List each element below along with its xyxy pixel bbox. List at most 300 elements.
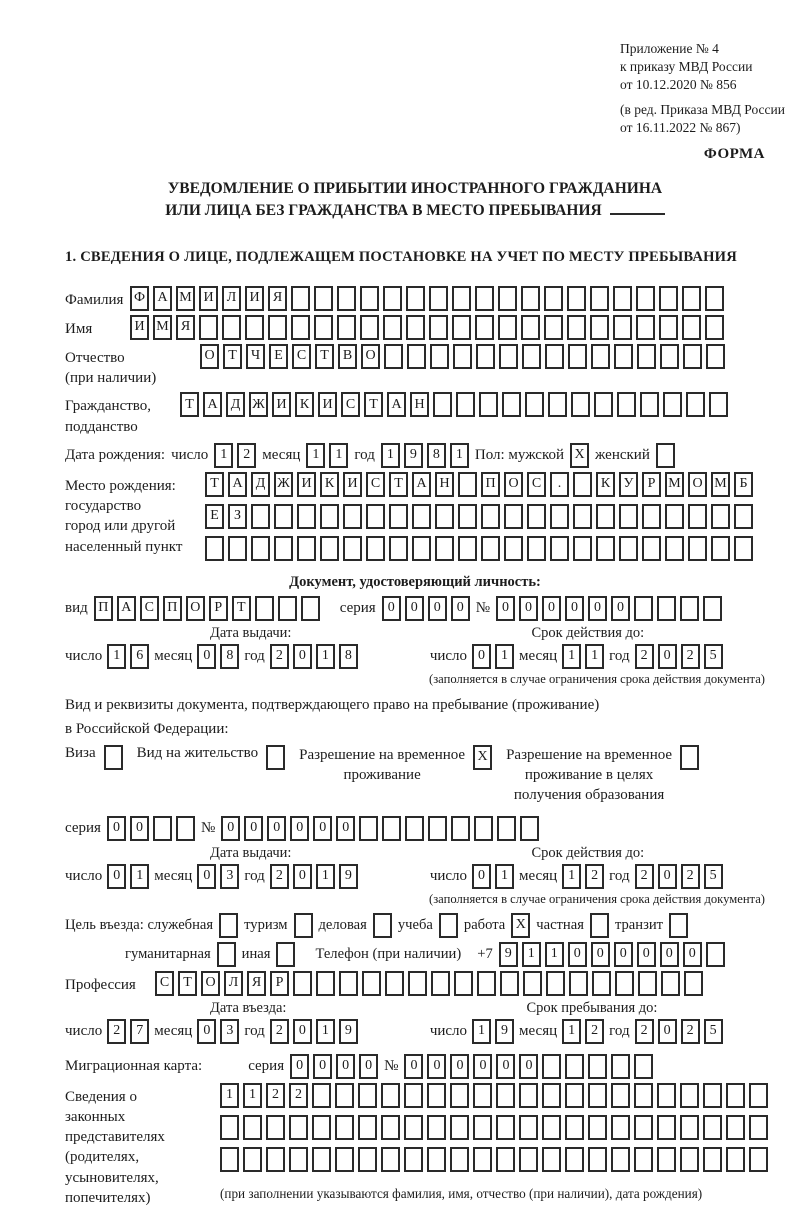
- char-box[interactable]: [663, 392, 682, 417]
- char-box[interactable]: 0: [290, 816, 309, 841]
- char-box[interactable]: 2: [635, 864, 654, 889]
- char-box[interactable]: 0: [588, 596, 607, 621]
- char-box[interactable]: [617, 392, 636, 417]
- char-box[interactable]: [404, 1115, 423, 1140]
- char-box[interactable]: [749, 1115, 768, 1140]
- char-box[interactable]: [343, 536, 362, 561]
- char-box[interactable]: Т: [232, 596, 251, 621]
- char-box[interactable]: 2: [585, 1019, 604, 1044]
- char-box[interactable]: [335, 1147, 354, 1172]
- char-box[interactable]: 5: [704, 644, 723, 669]
- char-box[interactable]: 1: [562, 1019, 581, 1044]
- char-box[interactable]: [711, 536, 730, 561]
- char-box[interactable]: [450, 1115, 469, 1140]
- char-box[interactable]: У: [619, 472, 638, 497]
- char-box[interactable]: [266, 1147, 285, 1172]
- char-box[interactable]: [454, 971, 473, 996]
- char-box[interactable]: [243, 1147, 262, 1172]
- char-box[interactable]: Я: [176, 315, 195, 340]
- char-box[interactable]: [545, 344, 564, 369]
- char-box[interactable]: [588, 1054, 607, 1079]
- char-box[interactable]: [481, 536, 500, 561]
- char-box[interactable]: М: [153, 315, 172, 340]
- char-box[interactable]: [104, 745, 123, 770]
- char-box[interactable]: 0: [428, 596, 447, 621]
- char-box[interactable]: [544, 286, 563, 311]
- char-box[interactable]: [476, 344, 495, 369]
- char-box[interactable]: С: [140, 596, 159, 621]
- char-box[interactable]: [611, 1054, 630, 1079]
- char-box[interactable]: [429, 315, 448, 340]
- char-box[interactable]: [520, 816, 539, 841]
- char-box[interactable]: [657, 1115, 676, 1140]
- char-box[interactable]: Т: [178, 971, 197, 996]
- char-box[interactable]: 5: [704, 1019, 723, 1044]
- char-box[interactable]: [220, 1115, 239, 1140]
- char-box[interactable]: 2: [635, 644, 654, 669]
- char-box[interactable]: [474, 816, 493, 841]
- char-box[interactable]: [590, 315, 609, 340]
- char-box[interactable]: [294, 913, 313, 938]
- char-box[interactable]: П: [94, 596, 113, 621]
- char-box[interactable]: В: [338, 344, 357, 369]
- char-box[interactable]: 1: [381, 443, 400, 468]
- char-box[interactable]: [705, 286, 724, 311]
- char-box[interactable]: 0: [221, 816, 240, 841]
- char-box[interactable]: [473, 1147, 492, 1172]
- char-box[interactable]: [473, 1115, 492, 1140]
- char-box[interactable]: [430, 344, 449, 369]
- char-box[interactable]: 1: [107, 644, 126, 669]
- char-box[interactable]: [475, 286, 494, 311]
- char-box[interactable]: [613, 286, 632, 311]
- char-box[interactable]: [711, 504, 730, 529]
- char-box[interactable]: О: [186, 596, 205, 621]
- char-box[interactable]: П: [481, 472, 500, 497]
- char-box[interactable]: [594, 392, 613, 417]
- char-box[interactable]: [590, 286, 609, 311]
- char-box[interactable]: А: [203, 392, 222, 417]
- char-box[interactable]: [642, 504, 661, 529]
- char-box[interactable]: [665, 536, 684, 561]
- char-box[interactable]: 5: [704, 864, 723, 889]
- char-box[interactable]: 9: [499, 942, 518, 967]
- char-box[interactable]: [453, 344, 472, 369]
- char-box[interactable]: [525, 392, 544, 417]
- char-box[interactable]: [274, 504, 293, 529]
- char-box[interactable]: [499, 344, 518, 369]
- char-box[interactable]: [749, 1083, 768, 1108]
- char-box[interactable]: 2: [681, 644, 700, 669]
- char-box[interactable]: [703, 596, 722, 621]
- char-box[interactable]: [251, 504, 270, 529]
- char-box[interactable]: [680, 1147, 699, 1172]
- char-box[interactable]: И: [130, 315, 149, 340]
- char-box[interactable]: [312, 1147, 331, 1172]
- char-box[interactable]: [407, 344, 426, 369]
- char-box[interactable]: 0: [565, 596, 584, 621]
- char-box[interactable]: 9: [339, 864, 358, 889]
- char-box[interactable]: 0: [542, 596, 561, 621]
- char-box[interactable]: Ж: [274, 472, 293, 497]
- char-box[interactable]: [596, 504, 615, 529]
- char-box[interactable]: 0: [244, 816, 263, 841]
- char-box[interactable]: Л: [222, 286, 241, 311]
- char-box[interactable]: [546, 971, 565, 996]
- char-box[interactable]: 9: [404, 443, 423, 468]
- char-box[interactable]: 0: [293, 644, 312, 669]
- char-box[interactable]: 1: [562, 644, 581, 669]
- char-box[interactable]: [343, 504, 362, 529]
- char-box[interactable]: О: [688, 472, 707, 497]
- char-box[interactable]: [573, 536, 592, 561]
- char-box[interactable]: 0: [637, 942, 656, 967]
- char-box[interactable]: [550, 504, 569, 529]
- char-box[interactable]: [251, 536, 270, 561]
- char-box[interactable]: [588, 1083, 607, 1108]
- char-box[interactable]: Я: [247, 971, 266, 996]
- char-box[interactable]: И: [343, 472, 362, 497]
- char-box[interactable]: [567, 286, 586, 311]
- char-box[interactable]: [297, 536, 316, 561]
- char-box[interactable]: [496, 1147, 515, 1172]
- char-box[interactable]: 1: [522, 942, 541, 967]
- char-box[interactable]: [289, 1115, 308, 1140]
- char-box[interactable]: Ч: [246, 344, 265, 369]
- char-box[interactable]: [661, 971, 680, 996]
- char-box[interactable]: [228, 536, 247, 561]
- char-box[interactable]: Ж: [249, 392, 268, 417]
- char-box[interactable]: [320, 536, 339, 561]
- char-box[interactable]: [588, 1115, 607, 1140]
- char-box[interactable]: Я: [268, 286, 287, 311]
- char-box[interactable]: [726, 1115, 745, 1140]
- char-box[interactable]: [502, 392, 521, 417]
- char-box[interactable]: [389, 536, 408, 561]
- char-box[interactable]: [611, 1147, 630, 1172]
- char-box[interactable]: [366, 504, 385, 529]
- char-box[interactable]: Е: [269, 344, 288, 369]
- char-box[interactable]: [657, 596, 676, 621]
- char-box[interactable]: [222, 315, 241, 340]
- char-box[interactable]: [427, 1115, 446, 1140]
- char-box[interactable]: 2: [270, 1019, 289, 1044]
- char-box[interactable]: 8: [339, 644, 358, 669]
- char-box[interactable]: 0: [290, 1054, 309, 1079]
- char-box[interactable]: [245, 315, 264, 340]
- char-box[interactable]: [571, 392, 590, 417]
- char-box[interactable]: [404, 1147, 423, 1172]
- char-box[interactable]: И: [272, 392, 291, 417]
- char-box[interactable]: Д: [251, 472, 270, 497]
- char-box[interactable]: [657, 1147, 676, 1172]
- char-box[interactable]: [542, 1115, 561, 1140]
- char-box[interactable]: [496, 1115, 515, 1140]
- char-box[interactable]: 1: [495, 644, 514, 669]
- char-box[interactable]: [504, 504, 523, 529]
- char-box[interactable]: [660, 344, 679, 369]
- char-box[interactable]: [381, 1147, 400, 1172]
- char-box[interactable]: 0: [611, 596, 630, 621]
- char-box[interactable]: [703, 1115, 722, 1140]
- char-box[interactable]: [359, 816, 378, 841]
- char-box[interactable]: [682, 286, 701, 311]
- char-box[interactable]: [383, 315, 402, 340]
- char-box[interactable]: Р: [642, 472, 661, 497]
- char-box[interactable]: [297, 504, 316, 529]
- char-box[interactable]: 8: [427, 443, 446, 468]
- char-box[interactable]: [504, 536, 523, 561]
- char-box[interactable]: [381, 1115, 400, 1140]
- char-box[interactable]: [591, 344, 610, 369]
- char-box[interactable]: [590, 913, 609, 938]
- char-box[interactable]: [291, 286, 310, 311]
- char-box[interactable]: И: [245, 286, 264, 311]
- char-box[interactable]: [373, 913, 392, 938]
- char-box[interactable]: [542, 1054, 561, 1079]
- char-box[interactable]: [634, 596, 653, 621]
- char-box[interactable]: [312, 1083, 331, 1108]
- char-box[interactable]: [656, 443, 675, 468]
- char-box[interactable]: [276, 942, 295, 967]
- char-box[interactable]: [500, 971, 519, 996]
- char-box[interactable]: [406, 286, 425, 311]
- char-box[interactable]: [573, 504, 592, 529]
- char-box[interactable]: Е: [205, 504, 224, 529]
- char-box[interactable]: [544, 315, 563, 340]
- char-box[interactable]: [337, 315, 356, 340]
- char-box[interactable]: [412, 504, 431, 529]
- char-box[interactable]: 1: [130, 864, 149, 889]
- char-box[interactable]: .: [550, 472, 569, 497]
- char-box[interactable]: 0: [405, 596, 424, 621]
- char-box[interactable]: [217, 942, 236, 967]
- char-box[interactable]: [358, 1115, 377, 1140]
- char-box[interactable]: [199, 315, 218, 340]
- char-box[interactable]: [456, 392, 475, 417]
- char-box[interactable]: Б: [734, 472, 753, 497]
- char-box[interactable]: [435, 504, 454, 529]
- char-box[interactable]: [686, 392, 705, 417]
- char-box[interactable]: [219, 913, 238, 938]
- char-box[interactable]: [473, 1083, 492, 1108]
- char-box[interactable]: [427, 1147, 446, 1172]
- char-box[interactable]: 0: [519, 596, 538, 621]
- char-box[interactable]: С: [341, 392, 360, 417]
- char-box[interactable]: [706, 344, 725, 369]
- char-box[interactable]: 0: [496, 1054, 515, 1079]
- char-box[interactable]: 0: [359, 1054, 378, 1079]
- char-box[interactable]: О: [200, 344, 219, 369]
- char-box[interactable]: [709, 392, 728, 417]
- char-box[interactable]: 0: [313, 1054, 332, 1079]
- char-box[interactable]: [705, 315, 724, 340]
- char-box[interactable]: X: [511, 913, 530, 938]
- char-box[interactable]: 0: [614, 942, 633, 967]
- char-box[interactable]: 1: [316, 644, 335, 669]
- char-box[interactable]: [428, 816, 447, 841]
- char-box[interactable]: 0: [591, 942, 610, 967]
- char-box[interactable]: 0: [197, 1019, 216, 1044]
- char-box[interactable]: [312, 1115, 331, 1140]
- char-box[interactable]: Л: [224, 971, 243, 996]
- char-box[interactable]: О: [504, 472, 523, 497]
- char-box[interactable]: И: [318, 392, 337, 417]
- char-box[interactable]: Р: [209, 596, 228, 621]
- char-box[interactable]: [749, 1147, 768, 1172]
- char-box[interactable]: К: [596, 472, 615, 497]
- char-box[interactable]: [266, 745, 285, 770]
- char-box[interactable]: А: [153, 286, 172, 311]
- char-box[interactable]: 2: [107, 1019, 126, 1044]
- char-box[interactable]: [404, 1083, 423, 1108]
- char-box[interactable]: [452, 286, 471, 311]
- char-box[interactable]: [542, 1083, 561, 1108]
- char-box[interactable]: [381, 1083, 400, 1108]
- char-box[interactable]: [683, 344, 702, 369]
- char-box[interactable]: [498, 315, 517, 340]
- char-box[interactable]: [521, 315, 540, 340]
- char-box[interactable]: [613, 315, 632, 340]
- char-box[interactable]: 1: [316, 1019, 335, 1044]
- char-box[interactable]: [596, 536, 615, 561]
- char-box[interactable]: 0: [107, 816, 126, 841]
- char-box[interactable]: 2: [270, 864, 289, 889]
- char-box[interactable]: [458, 504, 477, 529]
- char-box[interactable]: [637, 344, 656, 369]
- char-box[interactable]: 0: [427, 1054, 446, 1079]
- char-box[interactable]: [688, 504, 707, 529]
- char-box[interactable]: [588, 1147, 607, 1172]
- char-box[interactable]: [366, 536, 385, 561]
- char-box[interactable]: [657, 1083, 676, 1108]
- char-box[interactable]: [479, 392, 498, 417]
- char-box[interactable]: 2: [681, 1019, 700, 1044]
- char-box[interactable]: [335, 1083, 354, 1108]
- char-box[interactable]: Н: [435, 472, 454, 497]
- char-box[interactable]: 2: [635, 1019, 654, 1044]
- char-box[interactable]: [314, 315, 333, 340]
- char-box[interactable]: [640, 392, 659, 417]
- char-box[interactable]: 1: [316, 864, 335, 889]
- char-box[interactable]: 0: [683, 942, 702, 967]
- char-box[interactable]: [450, 1083, 469, 1108]
- char-box[interactable]: [433, 392, 452, 417]
- char-box[interactable]: 0: [197, 864, 216, 889]
- char-box[interactable]: [497, 816, 516, 841]
- char-box[interactable]: 0: [658, 864, 677, 889]
- char-box[interactable]: [314, 286, 333, 311]
- char-box[interactable]: 0: [267, 816, 286, 841]
- char-box[interactable]: [614, 344, 633, 369]
- char-box[interactable]: Р: [270, 971, 289, 996]
- char-box[interactable]: [734, 504, 753, 529]
- char-box[interactable]: 1: [306, 443, 325, 468]
- char-box[interactable]: 2: [585, 864, 604, 889]
- char-box[interactable]: 0: [568, 942, 587, 967]
- char-box[interactable]: 0: [293, 1019, 312, 1044]
- char-box[interactable]: 3: [220, 1019, 239, 1044]
- char-box[interactable]: 1: [329, 443, 348, 468]
- char-box[interactable]: [527, 536, 546, 561]
- char-box[interactable]: [362, 971, 381, 996]
- char-box[interactable]: 8: [220, 644, 239, 669]
- char-box[interactable]: [642, 536, 661, 561]
- char-box[interactable]: [619, 504, 638, 529]
- char-box[interactable]: А: [412, 472, 431, 497]
- char-box[interactable]: [565, 1147, 584, 1172]
- char-box[interactable]: [481, 504, 500, 529]
- char-box[interactable]: [458, 472, 477, 497]
- char-box[interactable]: [706, 942, 725, 967]
- char-box[interactable]: 1: [243, 1083, 262, 1108]
- char-box[interactable]: 0: [336, 816, 355, 841]
- char-box[interactable]: [680, 745, 699, 770]
- char-box[interactable]: 7: [130, 1019, 149, 1044]
- char-box[interactable]: И: [199, 286, 218, 311]
- char-box[interactable]: [682, 315, 701, 340]
- char-box[interactable]: [542, 1147, 561, 1172]
- char-box[interactable]: [638, 971, 657, 996]
- char-box[interactable]: [382, 816, 401, 841]
- char-box[interactable]: [337, 286, 356, 311]
- char-box[interactable]: П: [163, 596, 182, 621]
- char-box[interactable]: 0: [472, 644, 491, 669]
- char-box[interactable]: [458, 536, 477, 561]
- char-box[interactable]: [360, 286, 379, 311]
- char-box[interactable]: М: [176, 286, 195, 311]
- char-box[interactable]: [274, 536, 293, 561]
- char-box[interactable]: [619, 536, 638, 561]
- char-box[interactable]: [665, 504, 684, 529]
- char-box[interactable]: К: [295, 392, 314, 417]
- char-box[interactable]: [659, 315, 678, 340]
- char-box[interactable]: [360, 315, 379, 340]
- char-box[interactable]: [452, 315, 471, 340]
- char-box[interactable]: [385, 971, 404, 996]
- char-box[interactable]: [339, 971, 358, 996]
- char-box[interactable]: З: [228, 504, 247, 529]
- char-box[interactable]: М: [665, 472, 684, 497]
- char-box[interactable]: [703, 1083, 722, 1108]
- char-box[interactable]: [568, 344, 587, 369]
- char-box[interactable]: [634, 1115, 653, 1140]
- char-box[interactable]: 9: [339, 1019, 358, 1044]
- char-box[interactable]: 0: [658, 644, 677, 669]
- char-box[interactable]: 0: [660, 942, 679, 967]
- char-box[interactable]: [316, 971, 335, 996]
- char-box[interactable]: [220, 1147, 239, 1172]
- char-box[interactable]: М: [711, 472, 730, 497]
- char-box[interactable]: X: [473, 745, 492, 770]
- char-box[interactable]: 0: [519, 1054, 538, 1079]
- char-box[interactable]: [519, 1083, 538, 1108]
- char-box[interactable]: [548, 392, 567, 417]
- char-box[interactable]: А: [117, 596, 136, 621]
- char-box[interactable]: 1: [495, 864, 514, 889]
- char-box[interactable]: [680, 1115, 699, 1140]
- char-box[interactable]: 1: [585, 644, 604, 669]
- char-box[interactable]: [523, 971, 542, 996]
- char-box[interactable]: [573, 472, 592, 497]
- char-box[interactable]: [611, 1115, 630, 1140]
- char-box[interactable]: [519, 1115, 538, 1140]
- char-box[interactable]: [726, 1147, 745, 1172]
- char-box[interactable]: 1: [220, 1083, 239, 1108]
- char-box[interactable]: С: [292, 344, 311, 369]
- char-box[interactable]: [431, 971, 450, 996]
- char-box[interactable]: Д: [226, 392, 245, 417]
